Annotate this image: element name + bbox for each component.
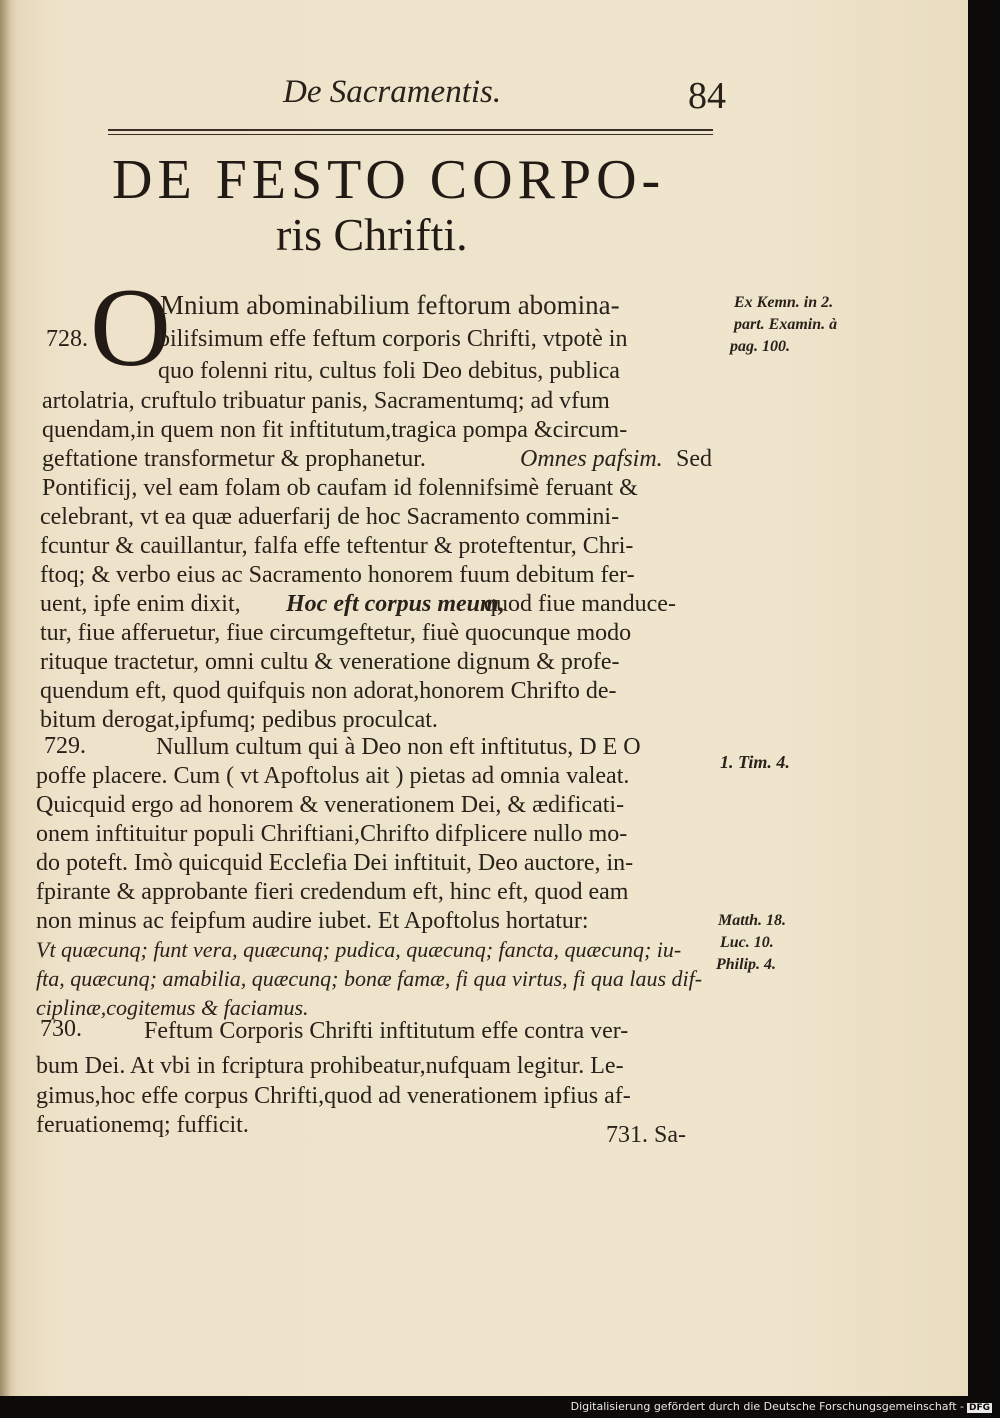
margin-note: Philip. 4.	[716, 956, 777, 973]
body-line: non minus ac feipfum audire iubet. Et Apoftolus hortatur:	[36, 908, 589, 934]
body-line: uent, ipfe enim dixit,	[40, 591, 241, 617]
body-line: artolatria, cruftulo tribuatur panis, Sacramentumq; ad vfum	[42, 388, 610, 414]
paragraph-number-730: 730.	[40, 1016, 82, 1042]
body-line: tur, fiue afferuetur, fiue circumgeftetur, fiuè quocunque modo	[40, 620, 632, 646]
dfg-logo-icon: DFG	[968, 1403, 990, 1413]
header-rule-thin	[108, 134, 713, 135]
body-line: quod fiue manduce-	[484, 591, 676, 617]
body-line: rituque tractetur, omni cultu & veneratione dignum & profe-	[40, 649, 620, 675]
footer-text: Digitalisierung gefördert durch die Deutsche Forschungsgemeinschaft -	[570, 1400, 964, 1413]
margin-note: pag. 100.	[730, 338, 790, 355]
body-line: feruationemq; fufficit.	[36, 1112, 249, 1138]
body-line: Nullum cultum qui à Deo non eft inftitutus, D E O	[156, 734, 641, 760]
body-line: Mnium abominabilium feftorum abomina-	[160, 290, 620, 320]
body-line: quendum eft, quod quifquis non adorat,honorem Chrifto de-	[40, 678, 617, 704]
body-line-italic: ciplinæ,cogitemus & faciamus.	[36, 995, 309, 1020]
running-title: De Sacramentis.	[283, 74, 502, 110]
body-line: bitum derogat,ipfumq; pedibus proculcat.	[40, 707, 438, 733]
body-line-italic: fta, quæcunq; amabilia, quæcunq; bonæ famæ, fi qua virtus, fi qua laus dif-	[36, 966, 703, 991]
body-line: Quicquid ergo ad honorem & venerationem Dei, & ædificati-	[36, 792, 625, 818]
margin-note: Matth. 18.	[718, 912, 787, 929]
body-line: Feftum Corporis Chrifti inftitutum effe contra ver-	[144, 1018, 629, 1044]
body-line: quendam,in quem non fit inftitutum,tragica pompa &circum-	[42, 417, 628, 443]
margin-note: Ex Kemn. in 2.	[734, 294, 834, 311]
margin-note: part. Examin. à	[734, 316, 838, 333]
header-rule	[108, 129, 713, 131]
body-line: fcuntur & cauillantur, falfa effe teftentur & proteftentur, Chri-	[40, 533, 634, 559]
body-line: Pontificij, vel eam folam ob caufam id folennifsimè feruant &	[42, 475, 638, 501]
body-word-sed: Sed	[676, 446, 712, 472]
body-line: fpirante & approbante fieri credendum eft, hinc eft, quod eam	[36, 879, 629, 905]
body-line-italic: Vt quæcunq; funt vera, quæcunq; pudica, quæcunq; fancta, quæcunq; iu-	[36, 937, 682, 962]
body-line: ftoq; & verbo eius ac Sacramento honorem fuum debitum fer-	[40, 562, 635, 588]
body-line: geftatione transformetur & prophanetur.	[42, 446, 426, 472]
paragraph-number-729: 729.	[44, 733, 86, 759]
digitization-footer	[571, 1400, 992, 1413]
margin-note: Luc. 10.	[720, 934, 774, 951]
chapter-title-line2: ris Chrifti.	[276, 209, 468, 260]
body-line: gimus,hoc effe corpus Chrifti,quod ad venerationem ipfius af-	[36, 1083, 631, 1109]
body-line: onem inftituitur populi Chriftiani,Chrifto difplicere nullo mo-	[36, 821, 628, 847]
body-line: poffe placere. Cum ( vt Apoftolus ait ) pietas ad omnia valeat.	[36, 763, 630, 789]
page-number: 84	[688, 75, 726, 117]
drop-cap: O	[90, 266, 171, 390]
omnes-passim: Omnes pafsim.	[520, 446, 663, 472]
hoc-est-corpus-meum: Hoc eft corpus meum,	[286, 591, 505, 617]
body-line: bum Dei. At vbi in fcriptura prohibeatur,nufquam legitur. Le-	[36, 1053, 624, 1079]
body-line: celebrant, vt ea quæ aduerfarij de hoc Sacramento commini-	[40, 504, 620, 530]
body-line: quo folenni ritu, cultus foli Deo debitus, publica	[158, 358, 620, 384]
catchword: 731. Sa-	[606, 1122, 686, 1148]
paragraph-number-728: 728.	[46, 326, 88, 352]
chapter-title-line1: DE FESTO CORPO-	[112, 149, 666, 211]
margin-note: 1. Tim. 4.	[720, 752, 790, 772]
body-line: do poteft. Imò quicquid Ecclefia Dei inftituit, Deo auctore, in-	[36, 850, 634, 876]
body-line: bilifsimum effe feftum corporis Chrifti, vtpotè in	[158, 326, 628, 352]
